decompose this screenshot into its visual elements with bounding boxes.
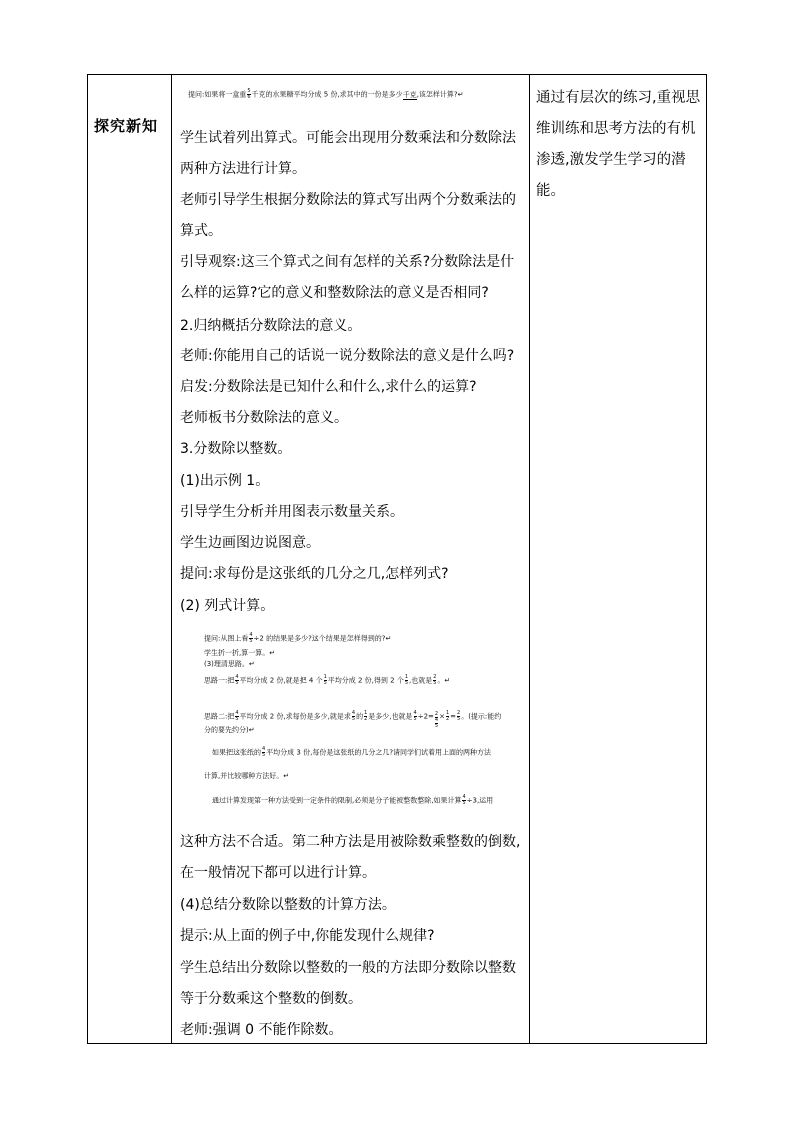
paragraph-line: 老师:你能用自己的话说一说分数除法的意义是什么吗? xyxy=(180,348,515,364)
column-divider-2 xyxy=(529,75,530,1043)
teaching-note: 通过有层次的练习,重视思维训练和思考方法的有机渗透,激发学生学习的潜能。 xyxy=(536,90,701,199)
paragraph-line: 老师:强调 0 不能作除数。 xyxy=(180,1022,343,1038)
paragraph-line: 2.归纳概括分数除法的意义。 xyxy=(180,318,362,334)
solution-line: 思路二:把 $\frac{4}{5}$ 平均分成 2 份,求每份是多少,就是求 $\frac{4}{5}$ 的 $\frac{1}{2}$ 是多少,也就是 $\frac{4}{5}$ ÷2= 2 4 5 × $\frac{1}{2}$ = $\frac{2}{5}$ 。(提示:能约 xyxy=(204,710,502,729)
solution-line: 思路一:把 $\frac{4}{5}$ 平均分成 2 份,就是把 4 个 $\frac{1}{5}$ 平均分成 2 份,得到 2 个 $\frac{1}{5}$ ,也就是 $\frac{2}{5}$ 。↵ xyxy=(204,674,451,686)
paragraph-line: 这种方法不合适。第二种方法是用被除数乘整数的倒数, xyxy=(180,834,521,850)
paragraph-line: 学生总结出分数除以整数的一般的方法即分数除以整数 xyxy=(180,960,516,976)
paragraph-line: (2) 列式计算。 xyxy=(180,598,275,614)
solution-line: 通过计算发现第一种方法受到一定条件的限制,必须是分子能被整数整除,如果计算 $\frac{4}{5}$ ÷3,运用 xyxy=(212,794,494,806)
paragraph-line: 算式。 xyxy=(180,223,222,239)
paragraph-line: 启发:分数除法是已知什么和什么,求什么的运算? xyxy=(180,379,477,395)
paragraph-line: 么样的运算?它的意义和整数除法的意义是否相同? xyxy=(180,285,489,301)
paragraph-line: 引导观察:这三个算式之间有怎样的关系?分数除法是什 xyxy=(180,254,515,270)
solution-line: 计算,并比较哪种方法好。↵ xyxy=(204,772,290,780)
column-divider-1 xyxy=(171,75,172,1043)
section-title: 探究新知 xyxy=(94,117,159,135)
paragraph-line: 学生边画图边说图意。 xyxy=(180,535,320,551)
paragraph-line: 提问:求每份是这张纸的几分之几,怎样列式? xyxy=(180,566,449,582)
paragraph-line: 两种方法进行计算。 xyxy=(180,161,306,177)
paragraph-line: 提示:从上面的例子中,你能发现什么规律? xyxy=(180,928,435,944)
paragraph-line: (1)出示例 1。 xyxy=(180,473,270,489)
paragraph-line: 3.分数除以整数。 xyxy=(180,441,292,457)
problem-text: 提问:如果将一盒重 $\frac{5}{6}$ 千克的水果糖平均分成 5 份,求其中的一份是多少千克,该怎样计算?↵ xyxy=(188,88,464,100)
paragraph-line: 引导学生分析并用图表示数量关系。 xyxy=(180,504,404,520)
lesson-table xyxy=(87,74,707,1044)
paragraph-line: 学生试着列出算式。可能会出现用分数乘法和分数除法 xyxy=(180,130,516,146)
solution-line: 提问:从图上看 $\frac{4}{5}$ ÷2 的结果是多少?这个结果是怎样得到的?↵ xyxy=(204,632,392,644)
solution-line: 如果把这张纸的 $\frac{4}{5}$ 平均分成 3 份,每份是这张纸的几分之几?请同学们试着用上面的两种方法 xyxy=(212,746,492,758)
paragraph-line: (4)总结分数除以整数的计算方法。 xyxy=(180,897,396,913)
solution-line: 学生折一折,算一算。↵ xyxy=(204,649,276,657)
paragraph-line: 等于分数乘这个整数的倒数。 xyxy=(180,991,362,1007)
paragraph-line: 老师板书分数除法的意义。 xyxy=(180,410,348,426)
paragraph-line: 老师引导学生根据分数除法的算式写出两个分数乘法的 xyxy=(180,192,516,208)
solution-line: (3)理清思路。↵ xyxy=(204,660,255,668)
problem-image xyxy=(184,85,524,103)
solution-line: 分的要先约分)↵ xyxy=(204,726,255,734)
solution-image xyxy=(194,631,528,811)
paragraph-line: 在一般情况下都可以进行计算。 xyxy=(180,865,376,881)
